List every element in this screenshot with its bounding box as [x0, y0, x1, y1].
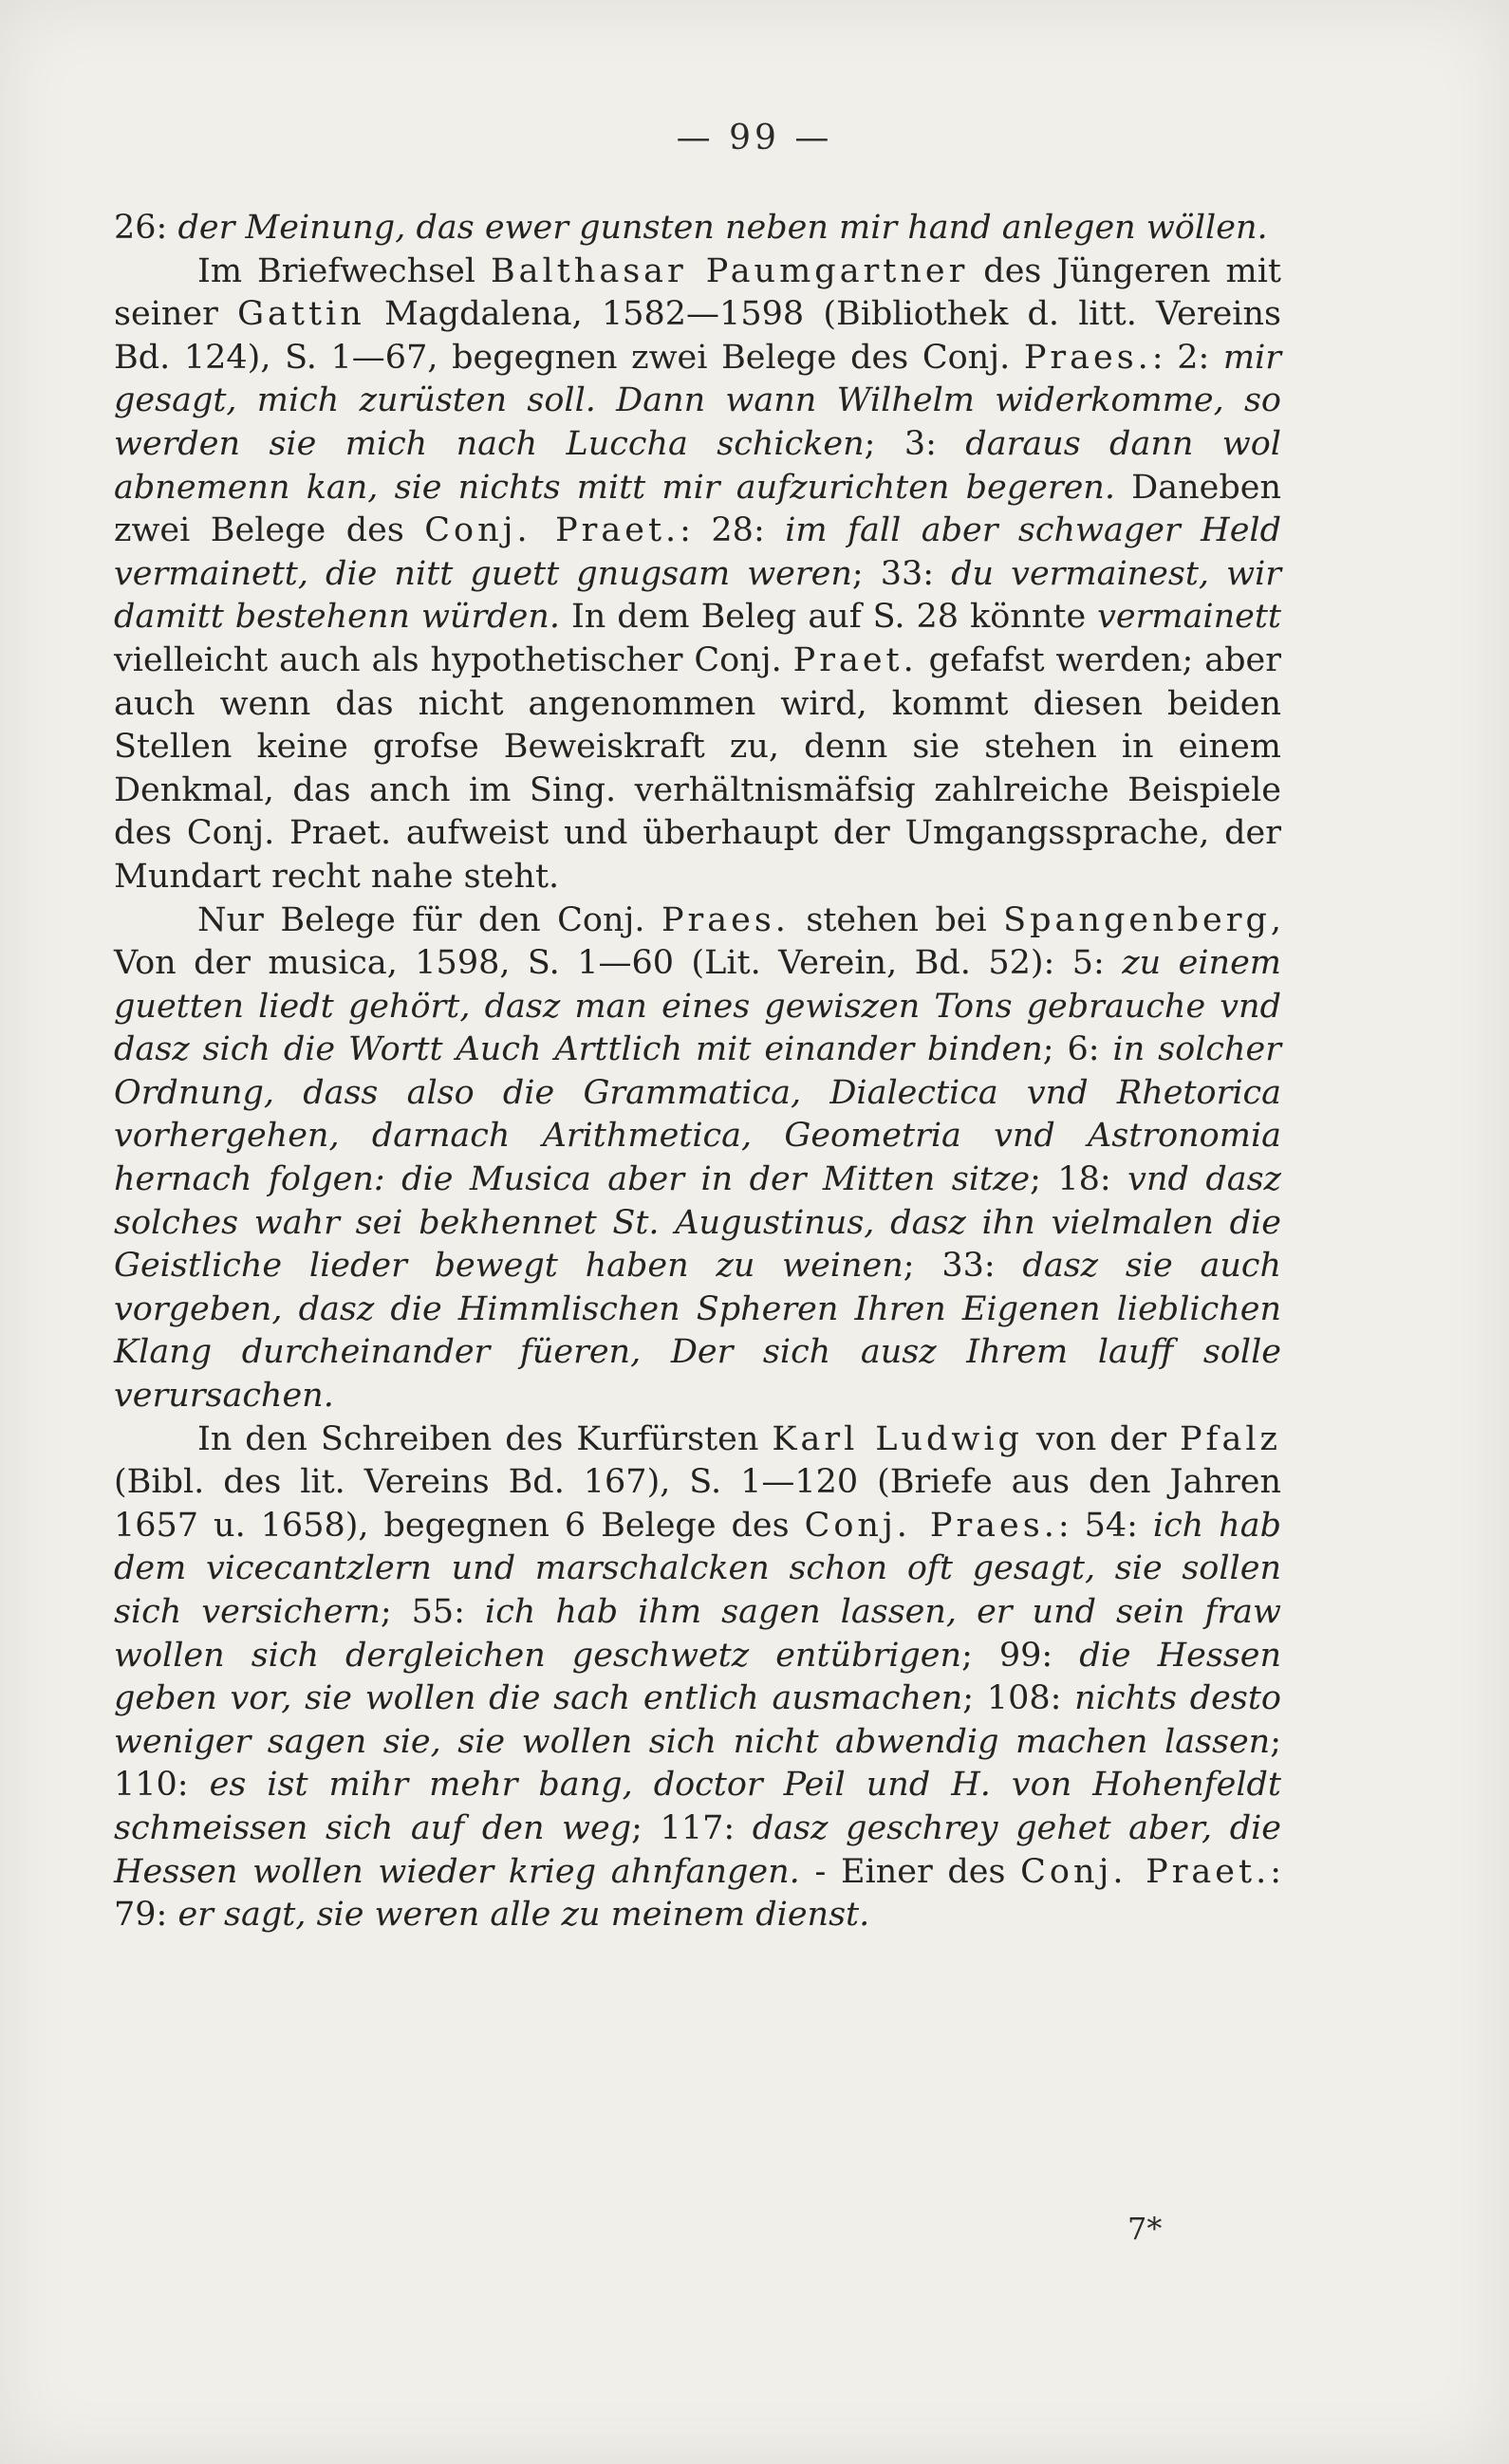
italic-run: vermainett	[1097, 598, 1281, 637]
italic-run: der Meinung, das ewer gunsten neben mir hand anlegen wöllen.	[177, 209, 1268, 247]
text-run: ; 99:	[961, 1636, 1080, 1675]
spaced-run: Praet.	[792, 640, 918, 679]
text-run: In den Schreiben des Kurfürsten	[197, 1419, 773, 1458]
italic-run: vnd dasz solches wahr sei bekhennet St. Augustinus, dasz ihn vielmalen die Geistliche lieder bewegt haben zu weinen	[114, 1160, 1281, 1286]
page-number: — 99 —	[676, 119, 833, 157]
text-run: ; 55:	[380, 1593, 486, 1631]
text-run: Im Briefwechsel	[197, 251, 491, 290]
text-run: Daneben zwei Belege des	[114, 468, 1282, 550]
text-run: - Einer des	[799, 1852, 1021, 1891]
italic-run: dasz geschrey gehet aber, die Hessen wollen wieder krieg ahnfangen.	[114, 1808, 1282, 1891]
text-run: des Jüngeren mit seiner	[114, 251, 1281, 334]
text-run: : 28:	[680, 511, 786, 550]
spaced-run: Praes.	[661, 900, 790, 939]
text-run: (Bibl. des lit. Vereins Bd. 167), S. 1—120 (Briefe aus den Jahren 1657 u. 1658), begegnen 6 Belege des	[114, 1463, 1281, 1545]
italic-run: du vermainest, wir damitt bestehenn würden.	[114, 554, 1282, 637]
text-run: gefafst werden; aber auch wenn das nicht angenommen wird, kommt diesen beiden Stellen keine grofse Beweiskraft zu, denn sie stehen in einem Denkmal, das anch im Sing. verhältnismäfsig zahlreiche Beispiele des Conj. Praet. aufweist und überhaupt der Umgangssprache, der Mundart recht nahe steht.	[114, 640, 1281, 896]
italic-run: im fall aber schwager Held vermainett, die nitt guett gnugsam weren	[114, 511, 1281, 593]
text-run: : 2:	[1151, 338, 1223, 377]
paragraph	[114, 250, 1281, 899]
signature-mark: 7*	[1127, 2211, 1163, 2247]
spaced-run: Gattin	[237, 295, 365, 334]
italic-run: ich hab ihm sagen lassen, er und sein fraw wollen sich dergleichen geschwetz entübrigen	[114, 1593, 1282, 1675]
text-run: : 54:	[1057, 1506, 1153, 1545]
text-run: ; 117:	[631, 1808, 753, 1847]
italic-run: es ist mihr mehr bang, doctor Peil und H. von Hohenfeldt schmeissen sich auf den weg	[114, 1766, 1281, 1847]
italic-run: daraus dann wol abnemenn kan, sie nichts mitt mir aufzurichten begeren.	[114, 424, 1282, 507]
text-run: In dem Beleg auf S. 28 könnte	[559, 598, 1098, 637]
italic-run: er sagt, sie weren alle zu meinem dienst.	[177, 1896, 870, 1935]
text-run: von der	[1022, 1419, 1180, 1458]
italic-run: mir gesagt, mich zurüsten soll. Dann wann Wilhelm widerkomme, so werden sie mich nach Luccha schicken	[114, 338, 1281, 463]
spaced-run: Pfalz	[1179, 1419, 1281, 1458]
paragraph	[114, 1418, 1281, 1937]
italic-run: ich hab dem vicecantzlern und marschalcken schon oft gesagt, sie sollen sich versichern	[114, 1506, 1282, 1631]
text-run: ; 110:	[114, 1722, 1281, 1805]
spaced-run: Conj. Praet.	[424, 511, 680, 550]
text-run: stehen bei	[789, 900, 1004, 939]
spaced-run: Conj. Praet.	[1020, 1852, 1271, 1891]
paragraph	[114, 899, 1281, 1418]
text-run: ; 3:	[864, 424, 966, 463]
italic-run: zu einem guetten liedt gehört, dasz man eines gewiszen Tons gebrauche vnd dasz sich die Wortt Auch Arttlich mit einander binden	[114, 944, 1281, 1069]
spaced-run: Conj. Praes.	[804, 1506, 1058, 1545]
text-run: : 79:	[114, 1852, 1281, 1935]
paragraph	[114, 207, 1281, 250]
text-run: ; 6:	[1042, 1030, 1113, 1069]
text-run: 26:	[114, 209, 178, 247]
body-text	[114, 207, 1281, 1937]
italic-run: nichts desto weniger sagen sie, sie wollen sich nicht abwendig machen lassen	[114, 1679, 1281, 1761]
text-run: ; 33:	[903, 1247, 1023, 1286]
text-run: Magdalena, 1582—1598 (Bibliothek d. litt. Vereins Bd. 124), S. 1—67, begegnen zwei Belege des Conj.	[114, 295, 1281, 377]
text-run: ; 108:	[962, 1679, 1075, 1718]
text-run: ; 33:	[851, 554, 952, 593]
italic-run: in solcher Ordnung, dass also die Grammatica, Dialectica vnd Rhetorica vorhergehen, darnach Arithmetica, Geometria vnd Astronomia hernach folgen: die Musica aber in der Mitten sitze	[114, 1030, 1281, 1199]
text-run: Nur Belege für den Conj.	[197, 900, 661, 939]
text-run: , Von der musica, 1598, S. 1—60 (Lit. Verein, Bd. 52): 5:	[114, 900, 1281, 983]
spaced-run: Praes.	[1023, 338, 1152, 377]
text-run: vielleicht auch als hypothetischer Conj.	[114, 640, 793, 679]
text-run: ; 18:	[1030, 1160, 1128, 1199]
spaced-run: Spangenberg	[1003, 900, 1271, 939]
spaced-run: Balthasar Paumgartner	[490, 251, 969, 290]
italic-run: dasz sie auch vorgeben, dasz die Himmlischen Spheren Ihren Eigenen lieblichen Klang durcheinander füeren, Der sich ausz Ihrem lauff solle verursachen.	[114, 1247, 1282, 1416]
italic-run: die Hessen geben vor, sie wollen die sach entlich ausmachen	[114, 1636, 1281, 1718]
spaced-run: Karl Ludwig	[772, 1419, 1023, 1458]
